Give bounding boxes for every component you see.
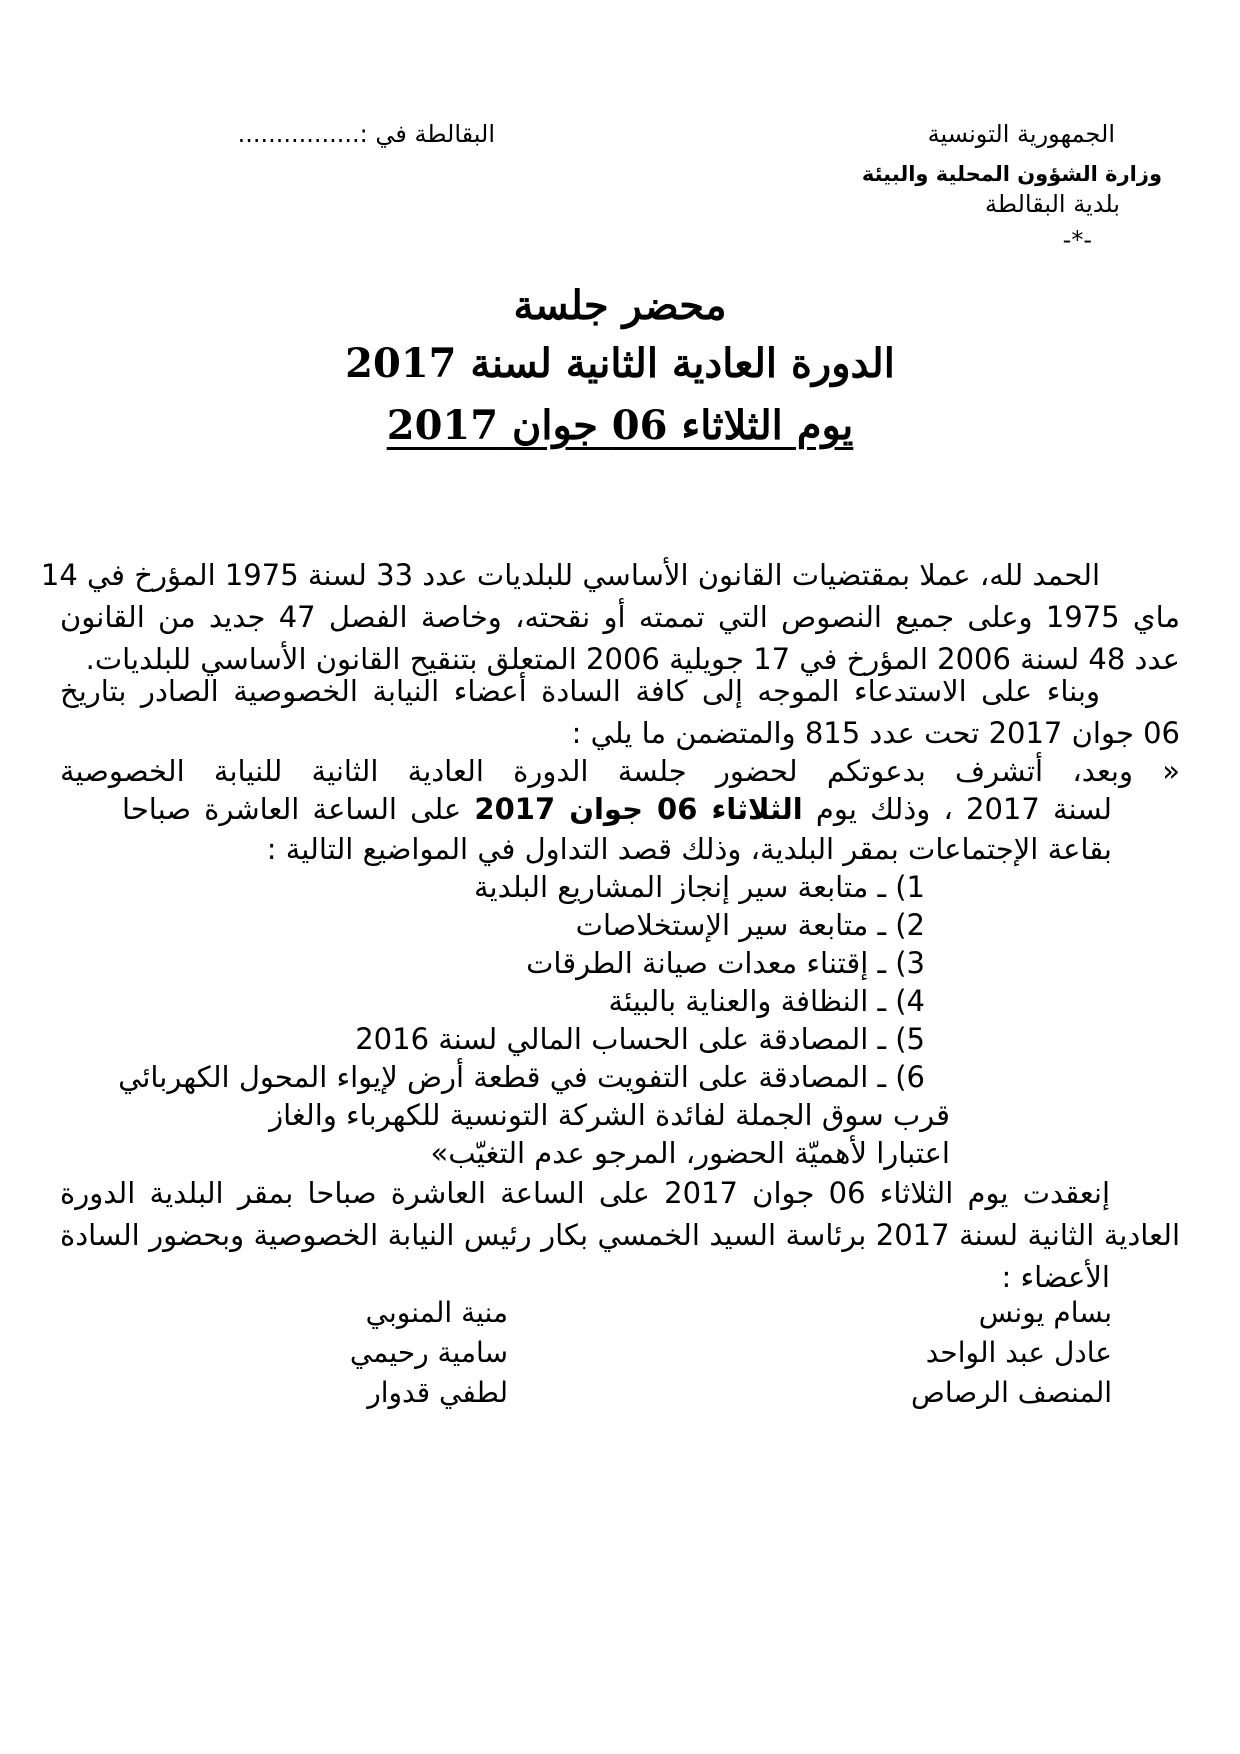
title-date-text: يوم الثلاثاء 06 جوان 2017 [386,402,854,449]
session-line-3: الأعضاء : [1001,1260,1110,1294]
invitation-line-2 [122,792,1112,826]
agenda-item-1: 1) ـ متابعة سير إنجاز المشاريع البلدية [473,870,925,904]
republic-heading: الجمهورية التونسية [927,120,1115,148]
agenda-item-6-continued: قرب سوق الجملة لفائدة الشركة التونسية للكهرباء والغاز [269,1098,950,1132]
convocation-line-2: 06 جوان 2017 تحت عدد 815 والمتضمن ما يلي : [571,716,1180,750]
invitation-meeting-date: الثلاثاء 06 جوان 2017 [474,792,803,826]
member-right-2: عادل عبد الواحد [925,1336,1112,1369]
invitation-line-1-wrap [60,750,1180,792]
municipality-heading: بلدية البقالطة [985,190,1120,218]
invitation-line-2-pre: لسنة 2017 ، وذلك يوم [802,792,1112,826]
paragraph-session-held [60,1172,1180,1298]
invitation-closing: اعتبارا لأهميّة الحضور، المرجو عدم التغيّب» [430,1136,950,1170]
invitation-line-1: « وبعد، أتشرف بدعوتكم لحضور جلسة الدورة العادية الثانية للنيابة الخصوصية [60,754,1180,788]
session-line-2: العادية الثانية لسنة 2017 برئاسة السيد الخمسي بكار رئيس النيابة الخصوصية وبحضور السادة [60,1218,1181,1252]
member-right-1: بسام يونس [978,1296,1112,1329]
preamble-line-1: الحمد لله، عملا بمقتضيات القانون الأساسي للبلديات عدد 33 لسنة 1975 المؤرخ في 14 [40,558,1100,592]
agenda-item-3: 3) ـ إقتناء معدات صيانة الطرقات [526,946,925,980]
member-left-3: لطفي قدوار [367,1376,508,1409]
invitation-line-2-post: على الساعة العاشرة صباحا [122,792,475,826]
agenda-item-4: 4) ـ النظافة والعناية بالبيئة [608,984,925,1018]
preamble-line-3: عدد 48 لسنة 2006 المؤرخ في 17 جويلية 2006 المتعلق بتنقيح القانون الأساسي للبلديات. [85,642,1180,676]
agenda-item-2: 2) ـ متابعة سير الإستخلاصات [575,908,925,942]
paragraph-convocation [60,670,1180,754]
preamble-line-2: ماي 1975 وعلى جميع النصوص التي تممته أو نقحته، وخاصة الفصل 47 جديد من القانون [60,600,1180,634]
member-left-2: سامية رحيمي [349,1336,508,1369]
paragraph-preamble [40,554,1180,680]
ministry-heading: وزارة الشؤون المحلية والبيئة [861,162,1162,186]
place-date: البقالطة في :................ [237,120,495,148]
header-separator: -*- [1062,226,1092,254]
member-right-3: المنصف الرصاص [910,1376,1112,1409]
agenda-item-5: 5) ـ المصادقة على الحساب المالي لسنة 2016 [355,1022,925,1056]
title-session: الدورة العادية الثانية لسنة 2017 [345,340,895,387]
member-left-1: منية المنوبي [365,1296,508,1329]
title-minutes: محضر جلسة [513,282,727,329]
convocation-line-1: وبناء على الاستدعاء الموجه إلى كافة السادة أعضاء النيابة الخصوصية الصادر بتاريخ [60,674,1100,708]
title-date [0,402,1240,449]
invitation-line-3: بقاعة الإجتماعات بمقر البلدية، وذلك قصد التداول في المواضيع التالية : [266,832,1112,866]
session-line-1: إنعقدت يوم الثلاثاء 06 جوان 2017 على الساعة العاشرة صباحا بمقر البلدية الدورة [60,1176,1111,1210]
agenda-item-6: 6) ـ المصادقة على التفويت في قطعة أرض لإيواء المحول الكهربائي [118,1060,925,1094]
